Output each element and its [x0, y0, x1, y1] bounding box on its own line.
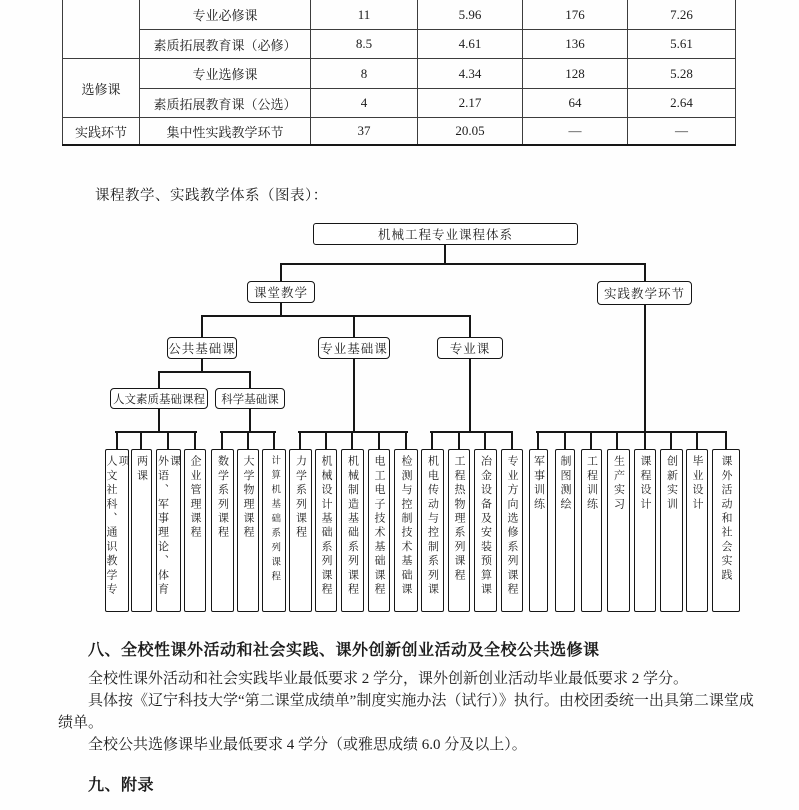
leaf-node: [660, 449, 683, 612]
table-cell-hours: 136: [523, 30, 628, 59]
connector-line: [194, 431, 196, 449]
table-row: [63, 0, 736, 30]
leaf-node-label: 数学系列课程: [216, 455, 229, 541]
table-cell-hour-pct: 5.28: [628, 59, 736, 89]
diagram-node-classroom-teaching: 课堂教学: [247, 281, 315, 303]
leaf-node: [529, 449, 548, 612]
connector-line: [431, 431, 433, 449]
table-cell-course: 专业选修课: [140, 59, 311, 89]
table-cell-course: 素质拓展教育课（必修）: [140, 30, 311, 59]
connector-line: [298, 431, 408, 433]
table-cell-credit-pct: 5.96: [418, 0, 523, 30]
table-cell-credits: 8: [311, 59, 418, 89]
leaf-node-label: 课外活动和社会实践: [720, 455, 733, 583]
connector-line: [484, 431, 486, 449]
connector-line: [221, 431, 223, 449]
connector-line: [644, 263, 646, 281]
connector-line: [353, 359, 355, 433]
leaf-node-label: 冶金设备及安装预算课: [479, 455, 492, 597]
leaf-node-label: 机电传动与控制系列课: [426, 455, 439, 597]
table-cell-hours: —: [523, 118, 628, 146]
connector-line: [299, 431, 301, 449]
table-cell-hours: 176: [523, 0, 628, 30]
leaf-node: [156, 449, 181, 612]
table-cell-credits: 4: [311, 89, 418, 118]
leaf-node-label: 工程训练: [585, 455, 598, 512]
table-cell-course: 素质拓展教育课（公选）: [140, 89, 311, 118]
leaf-node-label: 工程热物理系列课程: [453, 455, 466, 583]
connector-line: [201, 315, 471, 317]
leaf-node: [315, 449, 337, 612]
leaf-node-label: 制图测绘: [559, 455, 572, 512]
leaf-node: [394, 449, 418, 612]
leaf-node: [421, 449, 444, 612]
connector-line: [273, 431, 275, 449]
table-row: [63, 30, 736, 59]
table-cell-course: 集中性实践教学环节: [140, 118, 311, 146]
connector-line: [325, 431, 327, 449]
leaf-node-label: 两课: [135, 455, 148, 484]
table-cell-category: 实践环节: [63, 118, 140, 146]
leaf-node: [368, 449, 390, 612]
leaf-node: [686, 449, 708, 612]
leaf-node: [105, 449, 129, 612]
leaf-node-label: 大学物理课程: [242, 455, 255, 541]
table-cell-hour-pct: 7.26: [628, 0, 736, 30]
curriculum-table: [62, 0, 736, 146]
leaf-node-label: 军事训练: [532, 455, 545, 512]
diagram-node-humanities-basic: 人文素质基础课程: [110, 388, 208, 409]
diagram-node-public-basic-courses: 公共基础课: [167, 337, 237, 359]
connector-line: [249, 409, 251, 433]
connector-line: [280, 263, 282, 281]
table-cell-hour-pct: 2.64: [628, 89, 736, 118]
connector-line: [158, 409, 160, 433]
connector-line: [590, 431, 592, 449]
connector-line: [444, 245, 446, 265]
leaf-node: [211, 449, 234, 612]
diagram-caption: 课程教学、实践教学体系（图表）：: [95, 188, 328, 204]
connector-line: [158, 371, 160, 388]
diagram-root-node: 机械工程专业课程体系: [313, 223, 578, 245]
connector-line: [115, 431, 197, 433]
table-cell-hour-pct: 5.61: [628, 30, 736, 59]
connector-line: [405, 431, 407, 449]
leaf-node-label: 专业方向选修系列课程: [506, 455, 519, 597]
leaf-node: [131, 449, 152, 612]
connector-line: [564, 431, 566, 449]
connector-line: [378, 431, 380, 449]
connector-line: [140, 431, 142, 449]
connector-line: [511, 431, 513, 449]
connector-line: [167, 431, 169, 449]
table-cell-credits: 37: [311, 118, 418, 146]
leaf-node-label: 人文社科、通识教学专项: [105, 455, 130, 597]
paragraph: 全校性课外活动和社会实践毕业最低要求 2 学分，课外创新创业活动毕业最低要求 2 学分。: [88, 671, 689, 687]
table-cell-credit-pct: 4.34: [418, 59, 523, 89]
leaf-node-label: 外语、军事理论、体育课: [156, 455, 181, 597]
leaf-node-label: 力学系列课程: [294, 455, 307, 541]
leaf-node: [184, 449, 206, 612]
leaf-node-label: 计算机基础系列课程: [269, 455, 280, 586]
leaf-node-label: 生产实习: [612, 455, 625, 512]
leaf-node-label: 电工电子技术基础课程: [373, 455, 386, 597]
connector-line: [351, 431, 353, 449]
table-cell-credit-pct: 2.17: [418, 89, 523, 118]
leaf-node: [555, 449, 575, 612]
connector-line: [353, 315, 355, 337]
diagram-node-major-courses: 专业课: [437, 337, 503, 359]
section-9-heading: 九、附录: [88, 777, 155, 794]
table-row: [63, 89, 736, 118]
table-cell-credit-pct: 20.05: [418, 118, 523, 146]
connector-line: [670, 431, 672, 449]
table-cell-credits: 8.5: [311, 30, 418, 59]
connector-line: [616, 431, 618, 449]
connector-line: [469, 359, 471, 433]
table-row: [63, 59, 736, 89]
connector-line: [249, 371, 251, 388]
connector-line: [247, 431, 249, 449]
connector-line: [696, 431, 698, 449]
leaf-node: [607, 449, 630, 612]
table-cell-course: 专业必修课: [140, 0, 311, 30]
diagram-node-major-basic-courses: 专业基础课: [318, 337, 390, 359]
table-cell-category: 选修课: [63, 59, 140, 118]
leaf-node: [581, 449, 602, 612]
leaf-node: [474, 449, 497, 612]
leaf-node-label: 企业管理课程: [189, 455, 202, 541]
table-cell-credits: 11: [311, 0, 418, 30]
connector-line: [537, 431, 539, 449]
leaf-node: [262, 449, 286, 612]
leaf-node-label: 检测与控制技术基础课: [400, 455, 413, 597]
table-cell-category: [63, 0, 140, 59]
leaf-node: [501, 449, 523, 612]
leaf-node: [289, 449, 312, 612]
leaf-node-label: 机械制造基础系列课程: [346, 455, 359, 597]
leaf-node: [448, 449, 470, 612]
connector-line: [116, 431, 118, 449]
connector-line: [201, 315, 203, 337]
section-8-heading: 八、全校性课外活动和社会实践、课外创新创业活动及全校公共选修课: [88, 642, 600, 659]
leaf-node: [634, 449, 656, 612]
table-cell-hours: 64: [523, 89, 628, 118]
connector-line: [469, 315, 471, 337]
leaf-node-label: 毕业设计: [691, 455, 704, 512]
leaf-node: [237, 449, 259, 612]
leaf-node-label: 课程设计: [639, 455, 652, 512]
table-row: [63, 118, 736, 146]
connector-line: [158, 371, 251, 373]
paragraph: 具体按《辽宁科技大学“第二课堂成绩单”制度实施办法（试行）》执行。由校团委统一出具第二课堂成绩单。: [58, 693, 754, 731]
connector-line: [644, 305, 646, 433]
paragraph: 全校公共选修课毕业最低要求 4 学分（或雅思成绩 6.0 分及以上）。: [88, 737, 527, 753]
connector-line: [644, 431, 646, 449]
connector-line: [430, 431, 513, 433]
leaf-node-label: 创新实训: [665, 455, 678, 512]
table-cell-hour-pct: —: [628, 118, 736, 146]
connector-line: [280, 263, 646, 265]
diagram-node-science-basic: 科学基础课: [215, 388, 285, 409]
connector-line: [458, 431, 460, 449]
table-cell-hours: 128: [523, 59, 628, 89]
leaf-node-label: 机械设计基础系列课程: [320, 455, 333, 597]
leaf-node: [341, 449, 364, 612]
table-cell-credit-pct: 4.61: [418, 30, 523, 59]
diagram-node-practice-teaching: 实践教学环节: [597, 281, 692, 305]
connector-line: [725, 431, 727, 449]
section-8-body: [58, 668, 766, 756]
leaf-node: [712, 449, 740, 612]
